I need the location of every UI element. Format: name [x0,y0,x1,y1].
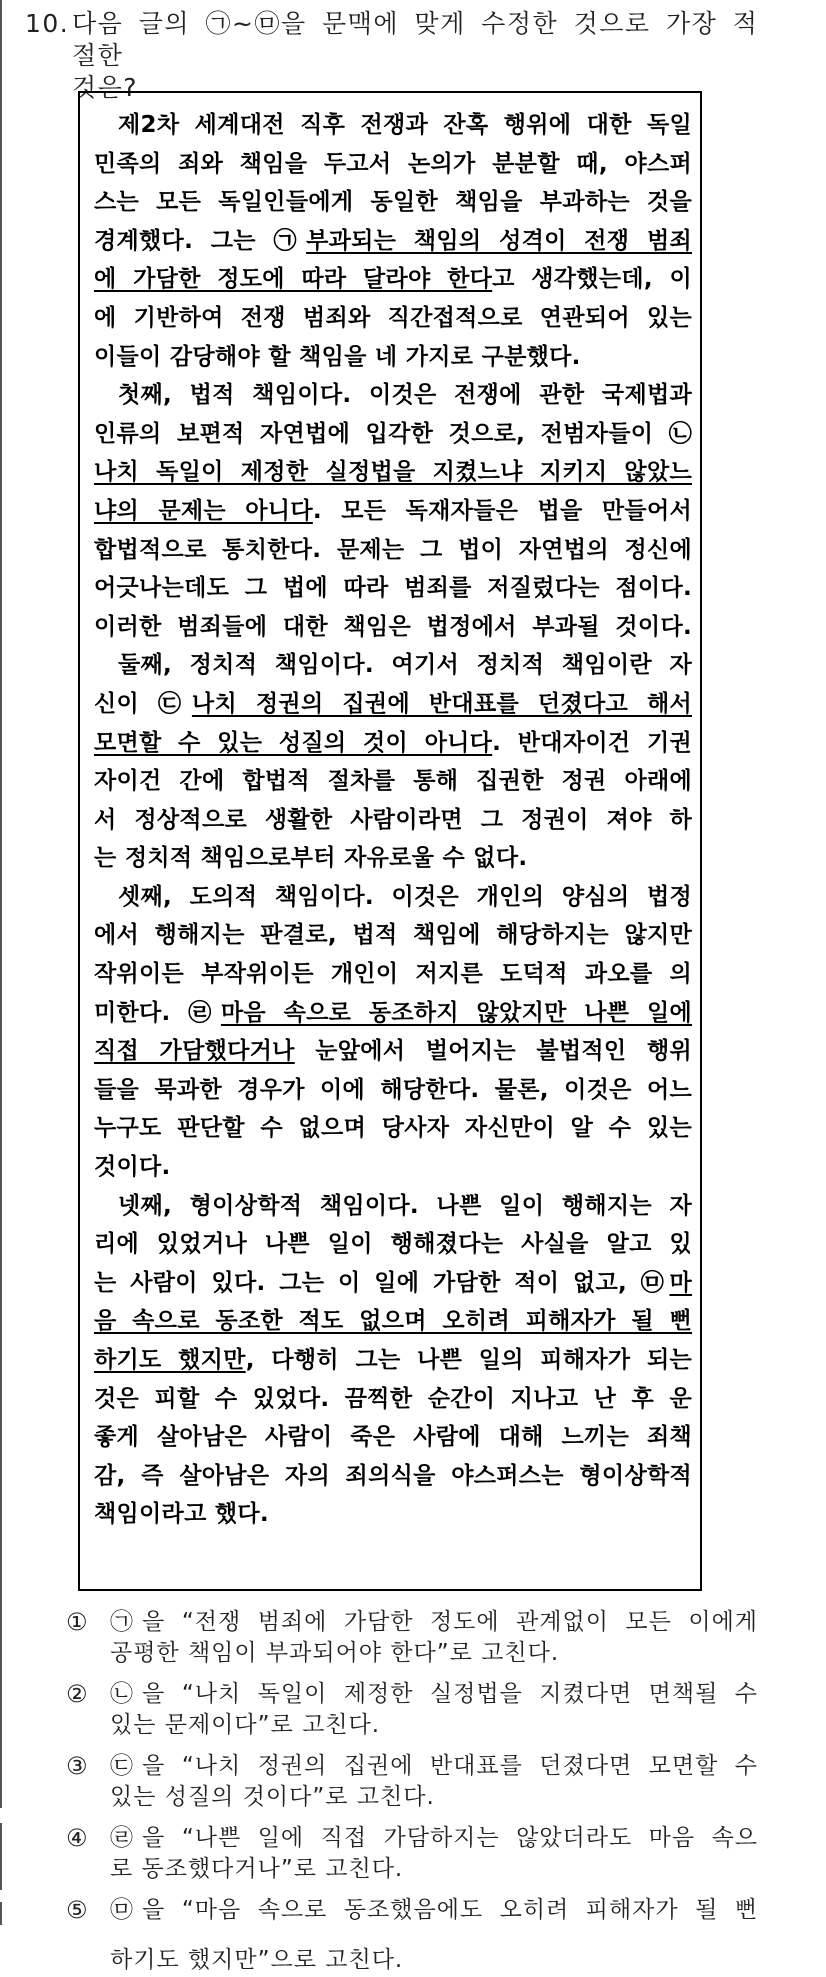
passage-line [94,535,692,574]
passage-text-segment: 어긋나는데도 그 법에 따라 범죄를 저질렀다는 점이다. [94,575,692,602]
passage-line [94,380,692,419]
passage-box [78,91,702,1591]
underlined-phrase: 마음 속으로 동조하지 않았지만 나쁜 일에 [220,999,693,1026]
underlined-phrase: 모면할 수 있는 성질의 것이 아니다 [94,729,493,756]
passage-line [94,226,692,265]
passage-text-segment: 책임이라고 했다. [94,1501,269,1528]
passage-text [94,110,692,1538]
question-text-line: 것은? [72,73,139,102]
passage-text-segment: 합법적으로 통치한다. 문제는 그 법이 자연법의 정신에 [94,536,692,563]
option-text-line: 하기도 했지만”으로 고친다. [110,1947,404,1973]
option-text-line: ㉡을 “나치 독일이 제정한 실정법을 지켰다면 면책될 수 [110,1681,758,1707]
passage-line [94,1036,692,1075]
passage-text-segment: 는 정치적 책임으로부터 자유로울 수 없다. [94,845,528,872]
option-text [110,1823,758,1885]
passage-text-segment: 인류의 보편적 자연법에 입각한 것으로, 전범자들이 ㉡ [94,420,692,447]
passage-line [94,1152,692,1191]
passage-text-segment: 것은 피할 수 있었다. 끔찍한 순간이 지나고 난 후 운 [94,1385,692,1412]
passage-line [94,843,692,882]
passage-text-segment: 서 정상적으로 생활한 사람이라면 그 정권이 져야 하 [94,806,692,833]
passage-line [94,1345,692,1384]
option-text [110,1679,758,1741]
passage-text-segment: 경계했다. 그는 ㉠ [94,227,307,254]
option-number: ③ [66,1752,88,1780]
passage-text-segment: 좋게 살아남은 사람이 죽은 사람에 대해 느끼는 죄책 [94,1424,692,1451]
passage-line [94,1422,692,1461]
option-text-line: ㉢을 “나치 정권의 집권에 반대표를 던졌다면 모면할 수 [110,1753,758,1779]
passage-line [94,920,692,959]
passage-line [94,419,692,458]
passage-line [94,1499,692,1538]
passage-text-segment: 이들이 감당해야 할 책임을 네 가지로 구분했다. [94,343,581,370]
underlined-phrase: 부과되는 책임의 성격이 전쟁 범죄 [306,227,693,254]
passage-line [94,882,692,921]
underlined-phrase: 나치 독일이 제정한 실정법을 지켰느냐 지키지 않았느 [94,459,692,486]
passage-line [94,612,692,651]
passage-text-segment: 민족의 죄와 책임을 두고서 논의가 분분할 때, 야스퍼 [94,150,692,177]
passage-line [94,959,692,998]
passage-text-segment: 누구도 판단할 수 없으며 당사자 자신만이 알 수 있는 [94,1115,692,1142]
passage-text-segment: 첫째, 법적 책임이다. 이것은 전쟁에 관한 국제법과 [118,382,692,409]
passage-line [94,303,692,342]
option-text-line: ㉣을 “나쁜 일에 직접 가담하지는 않았더라도 마음 속으 [110,1825,758,1851]
option-number: ⑤ [66,1896,88,1924]
option-text-line: 있는 성질의 것이다”로 고친다. [110,1784,435,1810]
passage-text-segment: 리에 있었거나 나쁜 일이 행해졌다는 사실을 알고 있 [94,1231,692,1258]
passage-text-segment: 미한다. ㉣ [94,999,221,1026]
underlined-phrase: 냐의 문제는 아니다 [94,497,313,524]
passage-text-segment: 넷째, 형이상학적 책임이다. 나쁜 일이 행해지는 자 [118,1192,692,1219]
passage-line [94,766,692,805]
underlined-phrase: 음 속으로 동조한 적도 없으며 오히려 피해자가 될 뻔 [94,1308,692,1335]
passage-line [94,264,692,303]
question-text [72,8,772,104]
option-number: ① [66,1608,88,1636]
passage-text-segment: 둘째, 정치적 책임이다. 여기서 정치적 책임이란 자 [118,652,692,679]
underlined-phrase: 마 [669,1269,692,1296]
passage-text-segment: 에서 행해지는 판결로, 법적 책임에 해당하지는 않지만 [94,922,692,949]
option-text-line: 있는 문제이다”로 고친다. [110,1712,381,1738]
underlined-phrase: 직접 가담했다거나 [94,1038,295,1065]
passage-text-segment: 감, 즉 살아남은 자의 죄의식을 야스퍼스는 형이상학적 [94,1462,692,1489]
question-number: 10. [25,9,70,38]
left-margin-rule [0,1823,2,1890]
passage-text-segment: 것이다. [94,1154,171,1181]
option-text [110,1895,758,1976]
underlined-phrase: 하기도 했지만 [94,1347,246,1373]
passage-text-segment: 눈앞에서 벌어지는 불법적인 행위 [294,1038,693,1065]
passage-text-segment: 이러한 범죄들에 대한 책임은 법정에서 부과될 것이다. [94,613,692,640]
passage-line [94,110,692,149]
passage-text-segment: . 반대자이건 기권 [492,729,692,756]
option-number: ② [66,1680,88,1708]
option-text-line: 공평한 책임이 부과되어야 한다”로 고친다. [110,1640,560,1666]
passage-text-segment: . 모든 독재자들은 법을 만들어서 [312,497,692,524]
passage-text-segment: 자이건 간에 합법적 절차를 통해 집권한 정권 아래에 [94,768,692,795]
passage-line [94,1306,692,1345]
passage-line [94,805,692,844]
passage-line [94,689,692,728]
passage-line [94,1075,692,1114]
passage-line [94,650,692,689]
option-text-line: ㉠을 “전쟁 범죄에 가담한 정도에 관계없이 모든 이에게 [110,1609,758,1635]
option-text-line: 로 동조했다거나”로 고친다. [110,1856,404,1882]
option-number: ④ [66,1824,88,1852]
passage-line [94,1461,692,1500]
passage-text-segment: 에 기반하여 전쟁 범죄와 직간접적으로 연관되어 있는 [94,304,692,331]
passage-line [94,496,692,535]
passage-line [94,1229,692,1268]
option-text [110,1607,758,1669]
passage-line [94,149,692,188]
passage-line [94,187,692,226]
underlined-phrase: 에 가담한 정도에 따라 달라야 한다 [94,266,493,293]
passage-line [94,457,692,496]
left-margin-rule [0,0,2,1808]
passage-line [94,998,692,1037]
passage-line [94,1113,692,1152]
passage-text-segment: 셋째, 도의적 책임이다. 이것은 개인의 양심의 법정 [118,883,692,910]
passage-text-segment: 제2차 세계대전 직후 전쟁과 잔혹 행위에 대한 독일 [118,112,692,138]
passage-text-segment: , 다행히 그는 나쁜 일의 피해자가 되는 [245,1347,693,1373]
passage-text-segment: 들을 묵과한 경우가 이에 해당한다. 물론, 이것은 어느 [94,1076,692,1103]
question-text-line: 다음 글의 ㉠~㉤을 문맥에 맞게 수정한 것으로 가장 적절한 [72,9,759,70]
passage-text-segment: 는 사람이 있다. 그는 이 일에 가담한 적이 없고, ㉤ [94,1269,670,1296]
passage-line [94,1384,692,1423]
underlined-phrase: 나치 정권의 집권에 반대표를 던졌다고 해서 [191,690,692,717]
passage-line [94,728,692,767]
passage-line [94,1268,692,1307]
option-text [110,1751,758,1813]
left-margin-rule [0,1902,2,1925]
passage-text-segment: 고 생각했는데, 이 [492,266,692,293]
option-text-line: ㉤을 “마음 속으로 동조했음에도 오히려 피해자가 될 뻔 [110,1897,758,1923]
passage-text-segment: 스는 모든 독일인들에게 동일한 책임을 부과하는 것을 [94,189,692,216]
passage-text-segment: 작위이든 부작위이든 개인이 저지른 도덕적 과오를 의 [94,961,692,988]
passage-line [94,1191,692,1230]
passage-line [94,342,692,381]
passage-text-segment: 신이 ㉢ [94,690,192,717]
passage-line [94,573,692,612]
